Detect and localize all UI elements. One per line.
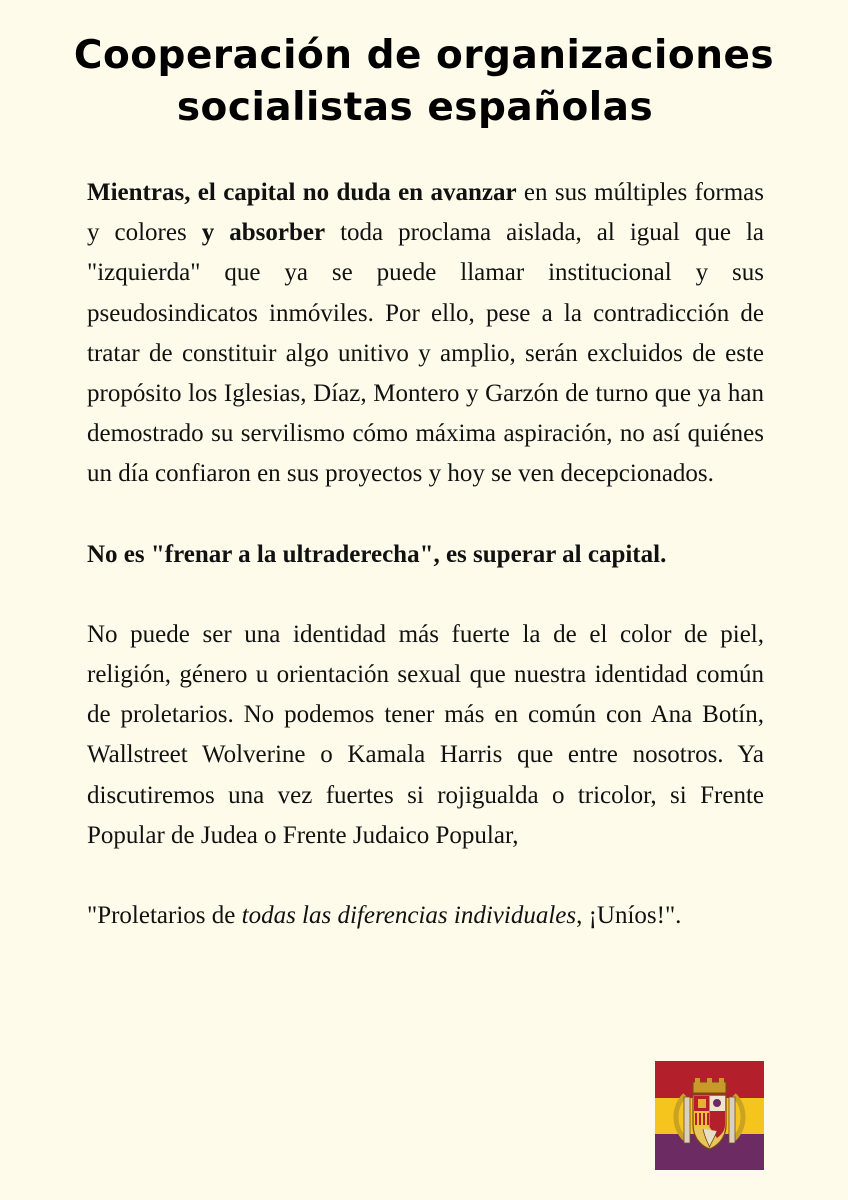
paragraph-capital-text-1: en sus múltiples formas y colores <box>87 179 764 247</box>
document-body <box>87 173 764 936</box>
closing-italic: todas las diferencias individuales <box>241 902 577 930</box>
paragraph-identity: No puede ser una identidad más fuerte la de el color de piel, religión, género u orientación sexual que nuestra identidad común de proletarios. No podemos tener más en común con Ana Botín, Wallstreet Wolverine o Kamala Harris que entre nosotros. Ya discutiremos una vez fuertes si rojigualda o tricolor, si Frente Popular de Judea o Frente Judaico Popular, <box>87 620 764 849</box>
closing-text-1: "Proletarios de <box>87 902 242 930</box>
paragraph-capital-text-2: toda proclama aislada, al igual que la "izquierda" que ya se puede llamar institucional y sus pseudosindicatos inmóviles. Por ello, pese a la contradicción de tratar de constituir algo unitivo y amplio, serán excluidos de este propósito los Iglesias, Díaz, Montero y Garzón de turno que ya han demostrado su servilismo cómo máxima aspiración, no así quiénes un día confiaron en sus proyectos y hoy se ven decepcionados. <box>87 219 765 488</box>
closing-text-2: , ¡Uníos!". <box>576 902 682 930</box>
slogan-text: No es "frenar a la ultraderecha", es superar al capital. <box>87 540 667 568</box>
bold-phrase-capital: Mientras, el capital no duda en avanzar <box>87 179 517 206</box>
title-line-1: Cooperación de organizaciones <box>73 33 775 78</box>
title-line-2: socialistas españolas <box>176 85 654 130</box>
paragraph-slogan <box>87 535 764 575</box>
spanish-republic-flag-icon <box>655 1061 764 1170</box>
bold-phrase-absorber: y absorber <box>201 219 326 247</box>
paragraph-closing <box>87 896 764 936</box>
page-title <box>0 30 848 134</box>
paragraph-capital <box>87 173 764 495</box>
